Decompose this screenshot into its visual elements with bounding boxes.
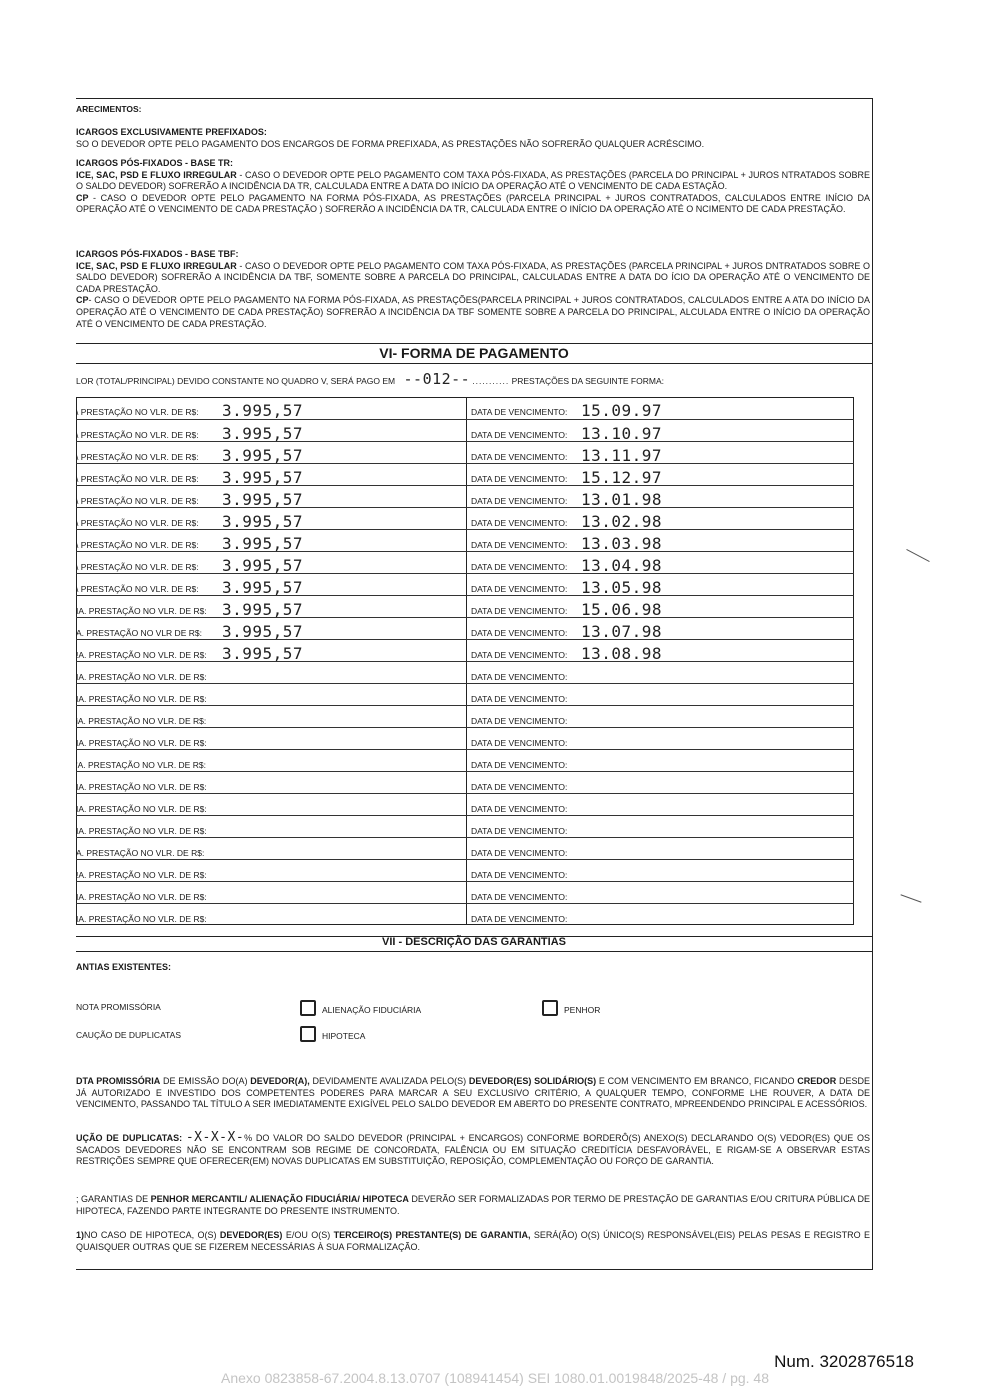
scan-mark bbox=[906, 549, 929, 562]
footer-annotation: Anexo 0823858-67.2004.8.13.0707 (108941454) SEI 1080.01.0019848/2025-48 / pg. 48 bbox=[220, 1370, 770, 1386]
installment-amount[interactable]: 3.995,57 bbox=[222, 401, 304, 420]
due-date-label: DATA DE VENCIMENTO: bbox=[471, 562, 568, 572]
due-date-value[interactable]: 13.08.98 bbox=[581, 644, 663, 663]
due-date-value[interactable]: 13.03.98 bbox=[581, 534, 663, 553]
encargos-tbf-a bbox=[76, 261, 870, 296]
section-vii-bottom-rule bbox=[76, 951, 872, 952]
encargos-tr bbox=[76, 158, 870, 216]
due-date-label: DATA DE VENCIMENTO: bbox=[471, 738, 568, 748]
installment-row bbox=[76, 573, 854, 596]
installment-row bbox=[76, 529, 854, 552]
installment-row bbox=[76, 837, 854, 860]
installment-amount[interactable]: 3.995,57 bbox=[222, 644, 304, 663]
encargos-tr-a-bold: ICE, SAC, PSD E FLUXO IRREGULAR bbox=[76, 169, 237, 180]
due-date-label: DATA DE VENCIMENTO: bbox=[471, 430, 568, 440]
due-date-label: DATA DE VENCIMENTO: bbox=[471, 452, 568, 462]
encargos-tr-title: ICARGOS PÓS-FIXADOS - BASE TR: bbox=[76, 158, 234, 168]
installment-row bbox=[76, 881, 854, 904]
due-date-value[interactable]: 15.12.97 bbox=[581, 468, 663, 487]
encargos-tbf-b bbox=[76, 295, 870, 330]
payment-intro: LOR (TOTAL/PRINCIPAL) DEVIDO CONSTANTE NO QUADRO V, SERÁ PAGO EM --012-- ........... PRESTAÇÕES DA SEGUINTE FORMA: bbox=[76, 370, 664, 388]
installment-amount[interactable]: 3.995,57 bbox=[222, 424, 304, 443]
installment-label: IA. PRESTAÇÃO NO VLR. DE R$: bbox=[76, 826, 207, 836]
installment-label: IA. PRESTAÇÃO NO VLR. DE R$: bbox=[76, 782, 207, 792]
garantias-existentes: ANTIAS EXISTENTES: bbox=[76, 962, 172, 972]
installment-amount[interactable]: 3.995,57 bbox=[222, 512, 304, 531]
due-date-label: DATA DE VENCIMENTO: bbox=[471, 848, 568, 858]
encargos-tr-b bbox=[76, 193, 870, 216]
due-date-label: DATA DE VENCIMENTO: bbox=[471, 584, 568, 594]
due-date-label: DATA DE VENCIMENTO: bbox=[471, 672, 568, 682]
installment-label: \ PRESTAÇÃO NO VLR. DE R$: bbox=[76, 540, 199, 550]
installment-row bbox=[76, 551, 854, 574]
encargos-tr-b-text: - CASO O DEVEDOR OPTE PELO PAGAMENTO NA FORMA PÓS-FIXADA, AS PRESTAÇÕES (PARCELA PRINCIPAL + JUROS CONTRATADOS, CALCULADOS ENTRE INÍCIO DA OPERAÇÃO ATÉ O VENCIMENTO DE CADA PRESTAÇÃO ) SOFRERÃO A INCIDÊNCIA DA TR, CALCULADA ENTRE O INÍCIO DA OPERAÇÃO ATÉ O NCIMENTO DE CADA PRESTAÇÃO. bbox=[76, 192, 870, 215]
due-date-label: DATA DE VENCIMENTO: bbox=[471, 716, 568, 726]
encargos-prefixados-title: ICARGOS EXCLUSIVAMENTE PREFIXADOS: bbox=[76, 127, 267, 137]
due-date-label: DATA DE VENCIMENTO: bbox=[471, 407, 568, 417]
installment-row bbox=[76, 771, 854, 794]
installment-label: \ PRESTAÇÃO NO VLR. DE R$: bbox=[76, 474, 199, 484]
installment-label: \ PRESTAÇÃO NO VLR. DE R$: bbox=[76, 496, 199, 506]
installment-label: IA. PRESTAÇÃO NO VLR. DE R$: bbox=[76, 606, 207, 616]
encargos-tr-a bbox=[76, 170, 870, 193]
section-heading-acrecimentos: ARECIMENTOS: bbox=[76, 104, 142, 114]
caucao-percent-value: -X-X-X- bbox=[185, 1130, 245, 1145]
installment-row bbox=[76, 859, 854, 882]
due-date-value[interactable]: 13.04.98 bbox=[581, 556, 663, 575]
section-vi-top-rule bbox=[76, 343, 872, 344]
hipoteca-label: HIPOTECA bbox=[322, 1031, 366, 1041]
due-date-label: DATA DE VENCIMENTO: bbox=[471, 650, 568, 660]
alienacao-label: ALIENAÇÃO FIDUCIÁRIA bbox=[322, 1005, 422, 1015]
installment-row bbox=[76, 463, 854, 486]
installment-amount[interactable]: 3.995,57 bbox=[222, 600, 304, 619]
due-date-label: DATA DE VENCIMENTO: bbox=[471, 518, 568, 528]
due-date-label: DATA DE VENCIMENTO: bbox=[471, 870, 568, 880]
due-date-value[interactable]: 13.02.98 bbox=[581, 512, 663, 531]
encargos-prefixados bbox=[76, 127, 870, 150]
due-date-label: DATA DE VENCIMENTO: bbox=[471, 826, 568, 836]
installment-label: !A. PRESTAÇÃO NO VLR. DE R$: bbox=[76, 870, 207, 880]
due-date-label: DATA DE VENCIMENTO: bbox=[471, 694, 568, 704]
due-date-value[interactable]: 15.09.97 bbox=[581, 401, 663, 420]
installment-label: A. PRESTAÇÃO NO VLR DE R$: bbox=[76, 628, 202, 638]
installment-label: \ PRESTAÇÃO NO VLR. DE R$: bbox=[76, 452, 199, 462]
encargos-tbf-title: ICARGOS PÓS-FIXADOS - BASE TBF: bbox=[76, 249, 239, 259]
due-date-label: DATA DE VENCIMENTO: bbox=[471, 914, 568, 924]
installment-row bbox=[76, 595, 854, 618]
installment-amount[interactable]: 3.995,57 bbox=[222, 556, 304, 575]
encargos-tbf-a-text: - CASO O DEVEDOR OPTE PELO PAGAMENTO COM TAXA PÓS-FIXADA, AS PRESTAÇÕES (PARCELA PRINCIPAL + JUROS DNTRATADOS SOBRE O SALDO DEVEDOR) SOFRERÃO A INCIDÊNCIA DA TBF, SOMENTE SOBRE A PARCELA DO PRINCIPAL, CALCULADAS ENTRE A DATA DO ÍCIO DA OPERAÇÃO ATÉ O VENCIMENTO DE CADA PRESTAÇÃO. bbox=[76, 260, 870, 294]
payment-intro-after: PRESTAÇÕES DA SEGUINTE FORMA: bbox=[511, 376, 664, 386]
due-date-label: DATA DE VENCIMENTO: bbox=[471, 606, 568, 616]
installment-label: \ PRESTAÇÃO NO VLR. DE R$: bbox=[76, 562, 199, 572]
installment-row bbox=[76, 507, 854, 530]
hipoteca-checkbox[interactable] bbox=[300, 1026, 316, 1042]
installment-row bbox=[76, 419, 854, 442]
document-number: Num. 3202876518 bbox=[774, 1352, 914, 1371]
due-date-label: DATA DE VENCIMENTO: bbox=[471, 782, 568, 792]
installment-amount[interactable]: 3.995,57 bbox=[222, 490, 304, 509]
penhor-checkbox[interactable] bbox=[542, 1000, 558, 1016]
guarantee-nota-promissoria: NOTA PROMISSÓRIA bbox=[76, 1002, 161, 1012]
due-date-label: DATA DE VENCIMENTO: bbox=[471, 892, 568, 902]
installments-table bbox=[76, 397, 854, 925]
installment-label: IA. PRESTAÇÃO NO VLR. DE R$: bbox=[76, 914, 207, 924]
formalizacao-clause: ; GARANTIAS DE PENHOR MERCANTIL/ ALIENAÇÃO FIDUCIÁRIA/ HIPOTECA DEVERÃO SER FORMALIZADAS POR TERMO DE PRESTAÇÃO DE GARANTIAS E/OU CRITURA PÚBLICA DE HIPOTECA, FAZENDO PARTE INTEGRANTE DO PRESENTE INSTRUMENTO. bbox=[76, 1194, 870, 1216]
section-vii-title: VII - DESCRIÇÃO DAS GARANTIAS bbox=[382, 936, 566, 948]
installment-row bbox=[76, 617, 854, 640]
encargos-tbf-b-text: - CASO O DEVEDOR OPTE PELO PAGAMENTO NA FORMA PÓS-FIXADA, AS PRESTAÇÕES(PARCELA PRINCIPAL + JUROS CONTRATADOS, CALCULADOS ENTRE A ATA DO INÍCIO DA OPERAÇÃO ATÉ O VENCIMENTO DE CADA PRESTAÇÃO) SOFRERÃO A INCIDÊNCIA DA TBF SOMENTE SOBRE A PARCELA DO PRINCIPAL, ALCULADA ENTRE O INÍCIO DA OPERAÇÃO ATÉ O VENCIMENTO DE CADA PRESTAÇÃO. bbox=[76, 295, 870, 329]
due-date-label: DATA DE VENCIMENTO: bbox=[471, 496, 568, 506]
encargos-tbf-b-bold: CP bbox=[76, 295, 89, 306]
nota-promissoria-clause: DTA PROMISSÓRIA DE EMISSÃO DO(A) DEVEDOR(A), DEVIDAMENTE AVALIZADA PELO(S) DEVEDOR(ES) SOLIDÁRIO(S) E COM VENCIMENTO EM BRANCO, FICANDO CREDOR DESDE JÁ AUTORIZADO E INVESTIDO DOS COMPETENTES PODERES PARA MARCAR A SEU EXCLUSIVO CRITÉRIO, A QUALQUER TEMPO, CONFORME LHE ROUVER, A DATA DE VENCIMENTO, PASSANDO TAL TÍTULO A SER IMEDIATAMENTE EXIGÍVEL PELO SALDO DEVEDOR EM ABERTO DO PRESENTE CONTRATO, MPREENDENDO PRINCIPAL E ACESSÓRIOS. bbox=[76, 1076, 870, 1110]
installment-row bbox=[76, 397, 854, 419]
section-vi-title: VI- FORMA DE PAGAMENTO bbox=[379, 345, 569, 361]
installment-row bbox=[76, 485, 854, 508]
due-date-label: DATA DE VENCIMENTO: bbox=[471, 760, 568, 770]
due-date-label: DATA DE VENCIMENTO: bbox=[471, 540, 568, 550]
installment-row bbox=[76, 903, 854, 926]
installment-row bbox=[76, 793, 854, 816]
installment-label: IA. PRESTAÇÃO NO VLR. DE R$: bbox=[76, 804, 207, 814]
installment-row bbox=[76, 661, 854, 684]
due-date-value[interactable]: 13.05.98 bbox=[581, 578, 663, 597]
guarantee-hipoteca bbox=[300, 1026, 365, 1042]
installment-label: IA. PRESTAÇÃO NO VLR. DE R$: bbox=[76, 694, 207, 704]
alienacao-checkbox[interactable] bbox=[300, 1000, 316, 1016]
installment-row bbox=[76, 749, 854, 772]
due-date-value[interactable]: 13.01.98 bbox=[581, 490, 663, 509]
installment-amount[interactable]: 3.995,57 bbox=[222, 468, 304, 487]
installment-amount[interactable]: 3.995,57 bbox=[222, 622, 304, 641]
scan-mark bbox=[900, 894, 921, 902]
encargos-tbf-a-bold: ICE, SAC, PSD E FLUXO IRREGULAR bbox=[76, 260, 237, 271]
encargos-prefixados-text: SO O DEVEDOR OPTE PELO PAGAMENTO DOS ENCARGOS DE FORMA PREFIXADA, AS PRESTAÇÕES NÃO SOFRERÃO QUALQUER ACRÉSCIMO. bbox=[76, 138, 705, 149]
installment-label: iA. PRESTAÇÃO NO VLR. DE R$: bbox=[76, 716, 207, 726]
guarantee-penhor bbox=[542, 1000, 600, 1016]
installment-label: A. PRESTAÇÃO NO VLR. DE R$: bbox=[76, 848, 205, 858]
installment-label: \ PRESTAÇÃO NO VLR. DE R$: bbox=[76, 518, 199, 528]
encargos-tr-a-text: - CASO O DEVEDOR OPTE PELO PAGAMENTO COM TAXA PÓS-FIXADA, AS PRESTAÇÕES (PARCELA DO PRINCIPAL + JUROS NTRATADOS SOBRE O SALDO DEVEDOR) SOFRERÃO A INCIDÊNCIA DA TR, CALCULADA ENTRE A DATA DO INÍCIO DA OPERAÇÃO ATÉ O VENCIMENTO DE CADA ESTAÇÃO. bbox=[76, 169, 870, 192]
installment-label: IA. PRESTAÇÃO NO VLR. DE R$: bbox=[76, 672, 207, 682]
due-date-value[interactable]: 13.11.97 bbox=[581, 446, 663, 465]
caucao-duplicatas-clause: UÇÃO DE DUPLICATAS: -X-X-X-% DO VALOR DO SALDO DEVEDOR (PRINCIPAL + ENCARGOS) CONFORME BORDERÔ(S) ANEXO(S) DECLARANDO O(S) VEDOR(ES) QUE OS SACADOS DEVEDORES NÃO SE ENCONTRAM SOB REGIME DE CONCORDATA, FALÊNCIA OU EM SITUAÇÃO CREDITÍCIA DESFAVORÁVEL, E RIGAM-SE A OBSERVAR ESTAS RESTRIÇÕES SEMPRE QUE OFERECER(EM) NOVAS DUPLICATAS EM SUBSTITUIÇÃO, REPOSIÇÃO, COMPLEMENTAÇÃO OU FORÇO DE GARANTIA. bbox=[76, 1130, 870, 1167]
due-date-value[interactable]: 13.07.98 bbox=[581, 622, 663, 641]
installment-amount[interactable]: 3.995,57 bbox=[222, 446, 304, 465]
section-vi-bottom-rule bbox=[76, 363, 872, 364]
installment-row bbox=[76, 441, 854, 464]
hipoteca-clause: 1)NO CASO DE HIPOTECA, O(S) DEVEDOR(ES) E/OU O(S) TERCEIRO(S) PRESTANTE(S) DE GARANTIA, SERÁ(ÃO) O(S) ÚNICO(S) RESPONSÁVEL(EIS) PELAS PESAS E REGISTRO E QUAISQUER OUTRAS QUE SE FIZEREM NECESSÁRIAS À SUA FORMALIZAÇÃO. bbox=[76, 1230, 871, 1252]
due-date-value[interactable]: 13.10.97 bbox=[581, 424, 663, 443]
guarantee-caucao: CAUÇÃO DE DUPLICATAS bbox=[76, 1030, 182, 1040]
installment-row bbox=[76, 639, 854, 662]
guarantee-alienacao bbox=[300, 1000, 421, 1016]
encargos-tr-b-bold: CP bbox=[76, 192, 89, 203]
installment-label: \ PRESTAÇÃO NO VLR. DE R$: bbox=[76, 584, 199, 594]
installment-label: \ PRESTAÇÃO NO VLR. DE R$: bbox=[76, 407, 199, 417]
installment-row bbox=[76, 815, 854, 838]
installment-row bbox=[76, 683, 854, 706]
due-date-value[interactable]: 15.06.98 bbox=[581, 600, 663, 619]
installment-count: --012-- bbox=[403, 370, 471, 388]
installment-amount[interactable]: 3.995,57 bbox=[222, 534, 304, 553]
installment-row bbox=[76, 727, 854, 750]
penhor-label: PENHOR bbox=[564, 1005, 601, 1015]
installment-row bbox=[76, 705, 854, 728]
installment-label: IA. PRESTAÇÃO NO VLR. DE R$: bbox=[76, 892, 207, 902]
due-date-label: DATA DE VENCIMENTO: bbox=[471, 804, 568, 814]
installment-amount[interactable]: 3.995,57 bbox=[222, 578, 304, 597]
due-date-label: DATA DE VENCIMENTO: bbox=[471, 474, 568, 484]
installment-label: IA. PRESTAÇÃO NO VLR. DE R$: bbox=[76, 738, 207, 748]
installment-label: \ PRESTAÇÃO NO VLR. DE R$: bbox=[76, 430, 199, 440]
installment-label: 'A. PRESTAÇÃO NO VLR. DE R$: bbox=[76, 760, 206, 770]
due-date-label: DATA DE VENCIMENTO: bbox=[471, 628, 568, 638]
payment-intro-before: LOR (TOTAL/PRINCIPAL) DEVIDO CONSTANTE NO QUADRO V, SERÁ PAGO EM bbox=[76, 376, 396, 386]
encargos-tbf bbox=[76, 249, 870, 330]
installment-label: !A. PRESTAÇÃO NO VLR. DE R$: bbox=[76, 650, 207, 660]
